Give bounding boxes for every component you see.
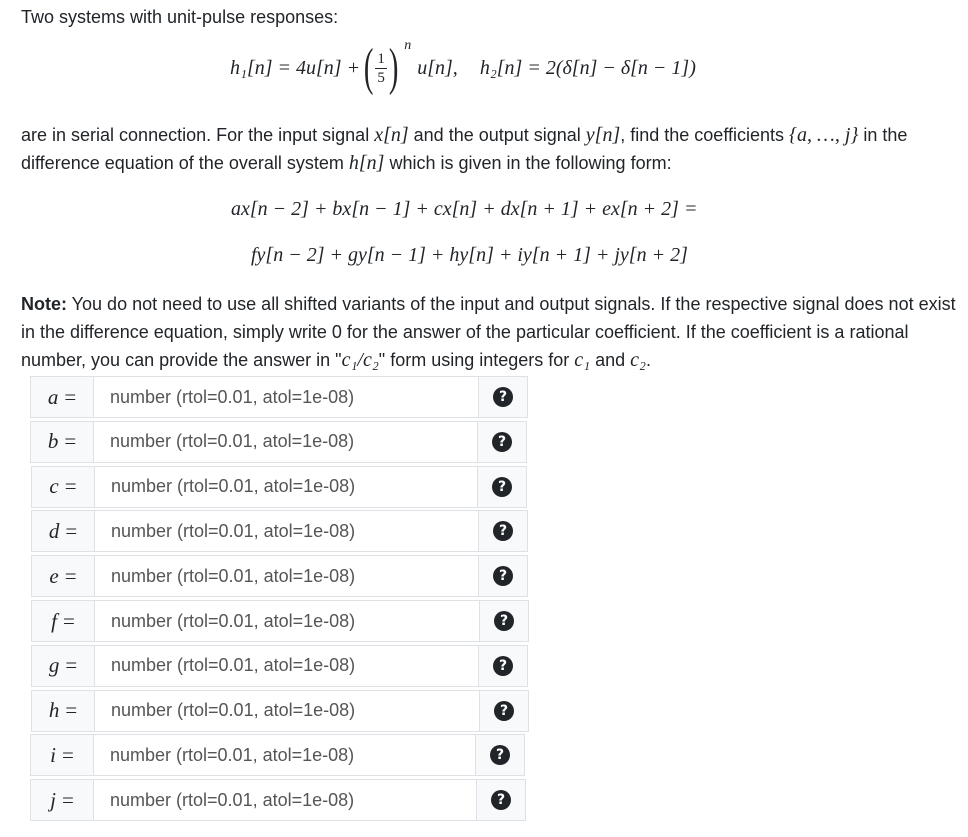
h1-tail: u[n],: [417, 56, 458, 79]
answer-label-d: [32, 511, 95, 551]
answer-variable: h: [48, 698, 60, 723]
answer-row-b: [30, 421, 527, 463]
answer-row-e: [31, 555, 528, 597]
close-paren: ): [388, 39, 399, 96]
equals-sign: =: [62, 742, 74, 767]
help-button-e[interactable]: [478, 556, 527, 596]
equals-sign: =: [65, 653, 78, 678]
answer-variable: b: [47, 429, 59, 454]
equals-sign: =: [65, 698, 78, 723]
answer-variable: e: [49, 563, 59, 588]
open-paren: (: [363, 39, 374, 96]
desc-text-1: are in serial connection. For the input signal: [21, 125, 375, 145]
answer-input-e[interactable]: [95, 556, 478, 596]
equals-sign: =: [64, 563, 77, 588]
answer-variable: g: [48, 653, 60, 678]
answer-input-d[interactable]: [95, 511, 478, 551]
h2-equation: h₂[n] = 2(δ[n] − δ[n − 1]): [479, 56, 696, 79]
note-paragraph: [21, 290, 961, 374]
help-button-j[interactable]: [476, 780, 525, 820]
equals-sign: =: [62, 787, 74, 812]
help-button-b[interactable]: [477, 422, 526, 462]
question-circle-icon: ?: [491, 790, 511, 810]
fraction: [375, 50, 387, 87]
answer-row-j: [30, 779, 526, 821]
difference-equation-line-2: fy[n − 2] + gy[n − 1] + hy[n] + iy[n + 1] + jy[n + 2]: [251, 244, 688, 266]
desc-math-h: h[n]: [348, 152, 385, 174]
note-text-1: You do not need to use all shifted variants of the input and output signals. If the respective signal does not exist in the difference equation, simply write 0 for the answer of the particular coefficient. If the coefficient is a rational number, you can provide the answer in ": [21, 294, 956, 370]
intro-text: Two systems with unit-pulse responses:: [21, 7, 339, 27]
help-button-i[interactable]: [475, 735, 524, 775]
answer-row-f: [31, 600, 529, 642]
question-circle-icon: ?: [490, 745, 510, 765]
answer-row-i: [30, 734, 525, 776]
answer-row-a: [30, 376, 528, 418]
note-text-4: .: [646, 350, 652, 370]
help-button-c[interactable]: [477, 467, 526, 507]
note-text-2: " form using integers for: [378, 350, 575, 370]
question-circle-icon: ?: [492, 477, 512, 497]
answer-label-i: [31, 735, 94, 775]
help-button-f[interactable]: [479, 601, 528, 641]
note-math-c1: c₁: [574, 349, 591, 371]
question-circle-icon: ?: [492, 432, 512, 452]
desc-math-y: y[n]: [585, 124, 621, 146]
exponent: n: [404, 38, 412, 53]
answer-input-g[interactable]: [95, 646, 478, 686]
answer-row-h: [31, 690, 529, 732]
answer-input-a[interactable]: [94, 377, 478, 417]
question-circle-icon: ?: [493, 521, 513, 541]
answer-variable: f: [51, 608, 57, 633]
desc-text-2: and the output signal: [408, 125, 586, 145]
note-label: Note:: [21, 294, 67, 314]
answer-label-c: [32, 467, 95, 507]
note-math-c2: c₂: [630, 349, 646, 371]
problem-description: [21, 121, 961, 177]
answer-label-f: [32, 601, 95, 641]
equals-sign: =: [63, 608, 75, 633]
help-button-d[interactable]: [478, 511, 527, 551]
answer-row-d: [31, 510, 528, 552]
desc-text-5: which is given in the following form:: [384, 153, 672, 173]
equals-sign: =: [64, 429, 77, 454]
desc-text-4: in the difference equation of the overall system: [21, 125, 908, 173]
answer-variable: a: [47, 384, 59, 409]
answer-variable: d: [48, 518, 60, 543]
answer-input-j[interactable]: [94, 780, 476, 820]
question-circle-icon: ?: [494, 701, 514, 721]
system-equations: [230, 28, 696, 108]
fraction-denominator: 5: [377, 69, 385, 86]
answer-variable: c: [49, 474, 59, 499]
answer-variable: j: [50, 787, 56, 812]
answer-label-h: [32, 691, 95, 731]
h1-lhs: h₁[n] = 4u[n] +: [230, 56, 361, 79]
answer-input-h[interactable]: [95, 691, 479, 731]
answer-input-f[interactable]: [95, 601, 479, 641]
answer-variable: i: [50, 742, 56, 767]
question-circle-icon: ?: [493, 566, 513, 586]
desc-math-set: {a, …, j}: [789, 124, 859, 146]
note-text-3: and: [590, 350, 631, 370]
answer-input-c[interactable]: [95, 467, 477, 507]
answer-input-i[interactable]: [94, 735, 475, 775]
help-button-a[interactable]: [478, 377, 527, 417]
answer-input-b[interactable]: [94, 422, 477, 462]
difference-equation-line-1: ax[n − 2] + bx[n − 1] + cx[n] + dx[n + 1] + ex[n + 2] =: [231, 198, 698, 220]
help-button-h[interactable]: [479, 691, 528, 731]
question-circle-icon: ?: [494, 611, 514, 631]
help-button-g[interactable]: [478, 646, 527, 686]
answer-label-g: [32, 646, 95, 686]
equals-sign: =: [65, 518, 78, 543]
equals-sign: =: [64, 384, 77, 409]
answer-label-j: [31, 780, 94, 820]
note-math-ratio: c₁/c₂: [341, 349, 379, 371]
question-circle-icon: ?: [493, 387, 513, 407]
equals-sign: =: [64, 474, 77, 499]
desc-math-x: x[n]: [374, 124, 409, 146]
answer-row-g: [31, 645, 528, 687]
answer-label-e: [32, 556, 95, 596]
fraction-numerator: 1: [377, 50, 385, 67]
answer-label-b: [31, 422, 94, 462]
desc-text-3: , find the coefficients: [620, 125, 790, 145]
answer-label-a: [31, 377, 94, 417]
answer-row-c: [31, 466, 527, 508]
question-circle-icon: ?: [493, 656, 513, 676]
